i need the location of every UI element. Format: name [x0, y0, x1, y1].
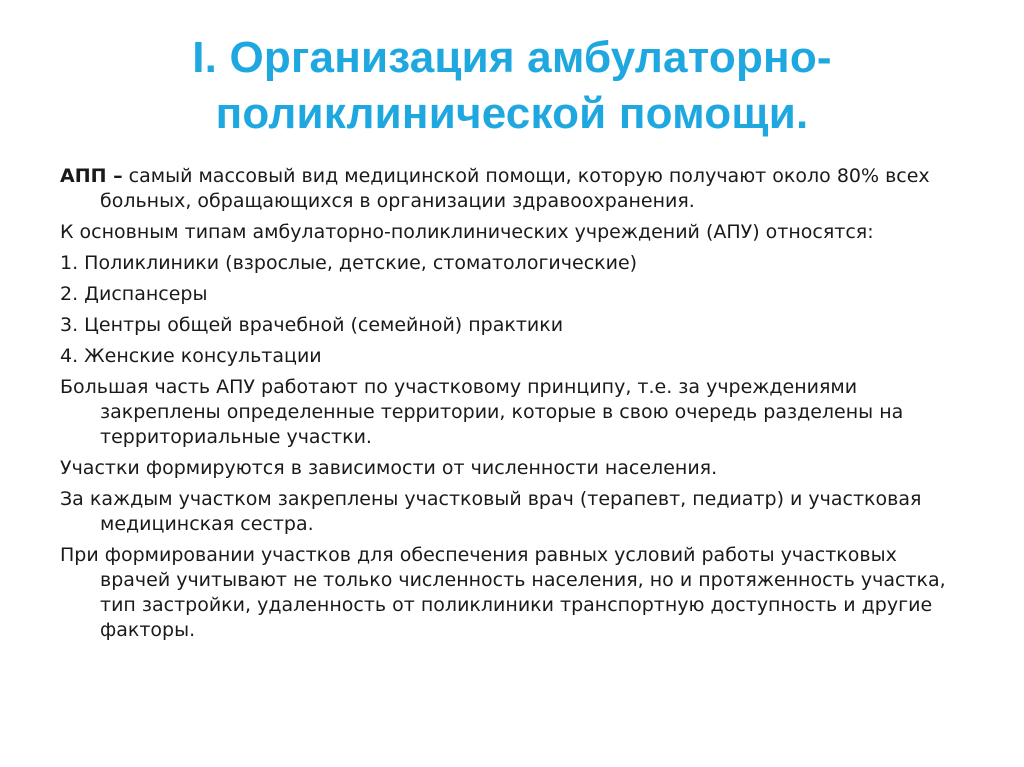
list-item-family-practice-centers: 3. Центры общей врачебной (семейной) практики — [60, 314, 564, 336]
slide-title — [40, 30, 984, 142]
slide-title-line-2: поликлинической помощи. — [215, 89, 809, 138]
paragraph-apu-types-intro: К основным типам амбулаторно-поликлинических учреждений (АПУ) относятся: — [60, 221, 874, 243]
paragraph-district-formation: Участки формируются в зависимости от численности населения. — [60, 457, 718, 479]
list-item-dispensaries: 2. Диспансеры — [60, 283, 208, 305]
slide-body — [60, 164, 960, 649]
paragraph-district-principle: Большая часть АПУ работают по участковому принципу, т.е. за учреждениями закреплены определенные территории, которые в свою очередь разделены на территориальные участки. — [60, 376, 904, 448]
app-definition-text: самый массовый вид медицинской помощи, которую получают около 80% всех больных, обращающихся в организации здравоохранения. — [100, 165, 930, 212]
app-term: АПП – — [60, 165, 123, 187]
list-item-polyclinics: 1. Поликлиники (взрослые, детские, стоматологические) — [60, 252, 638, 274]
list-item-womens-consultations: 4. Женские консультации — [60, 345, 322, 367]
paragraph-district-factors: При формировании участков для обеспечения равных условий работы участковых врачей учитывают не только численность населения, но и протяженность участка, тип застройки, удаленность от поликлиники транспортную доступность и другие факторы. — [60, 544, 946, 641]
paragraph-app-definition — [60, 164, 960, 214]
paragraph-district-staff: За каждым участком закреплены участковый врач (терапевт, педиатр) и участковая медицинская сестра. — [60, 488, 922, 535]
slide-title-line-1: I. Организация амбулаторно- — [192, 33, 832, 82]
